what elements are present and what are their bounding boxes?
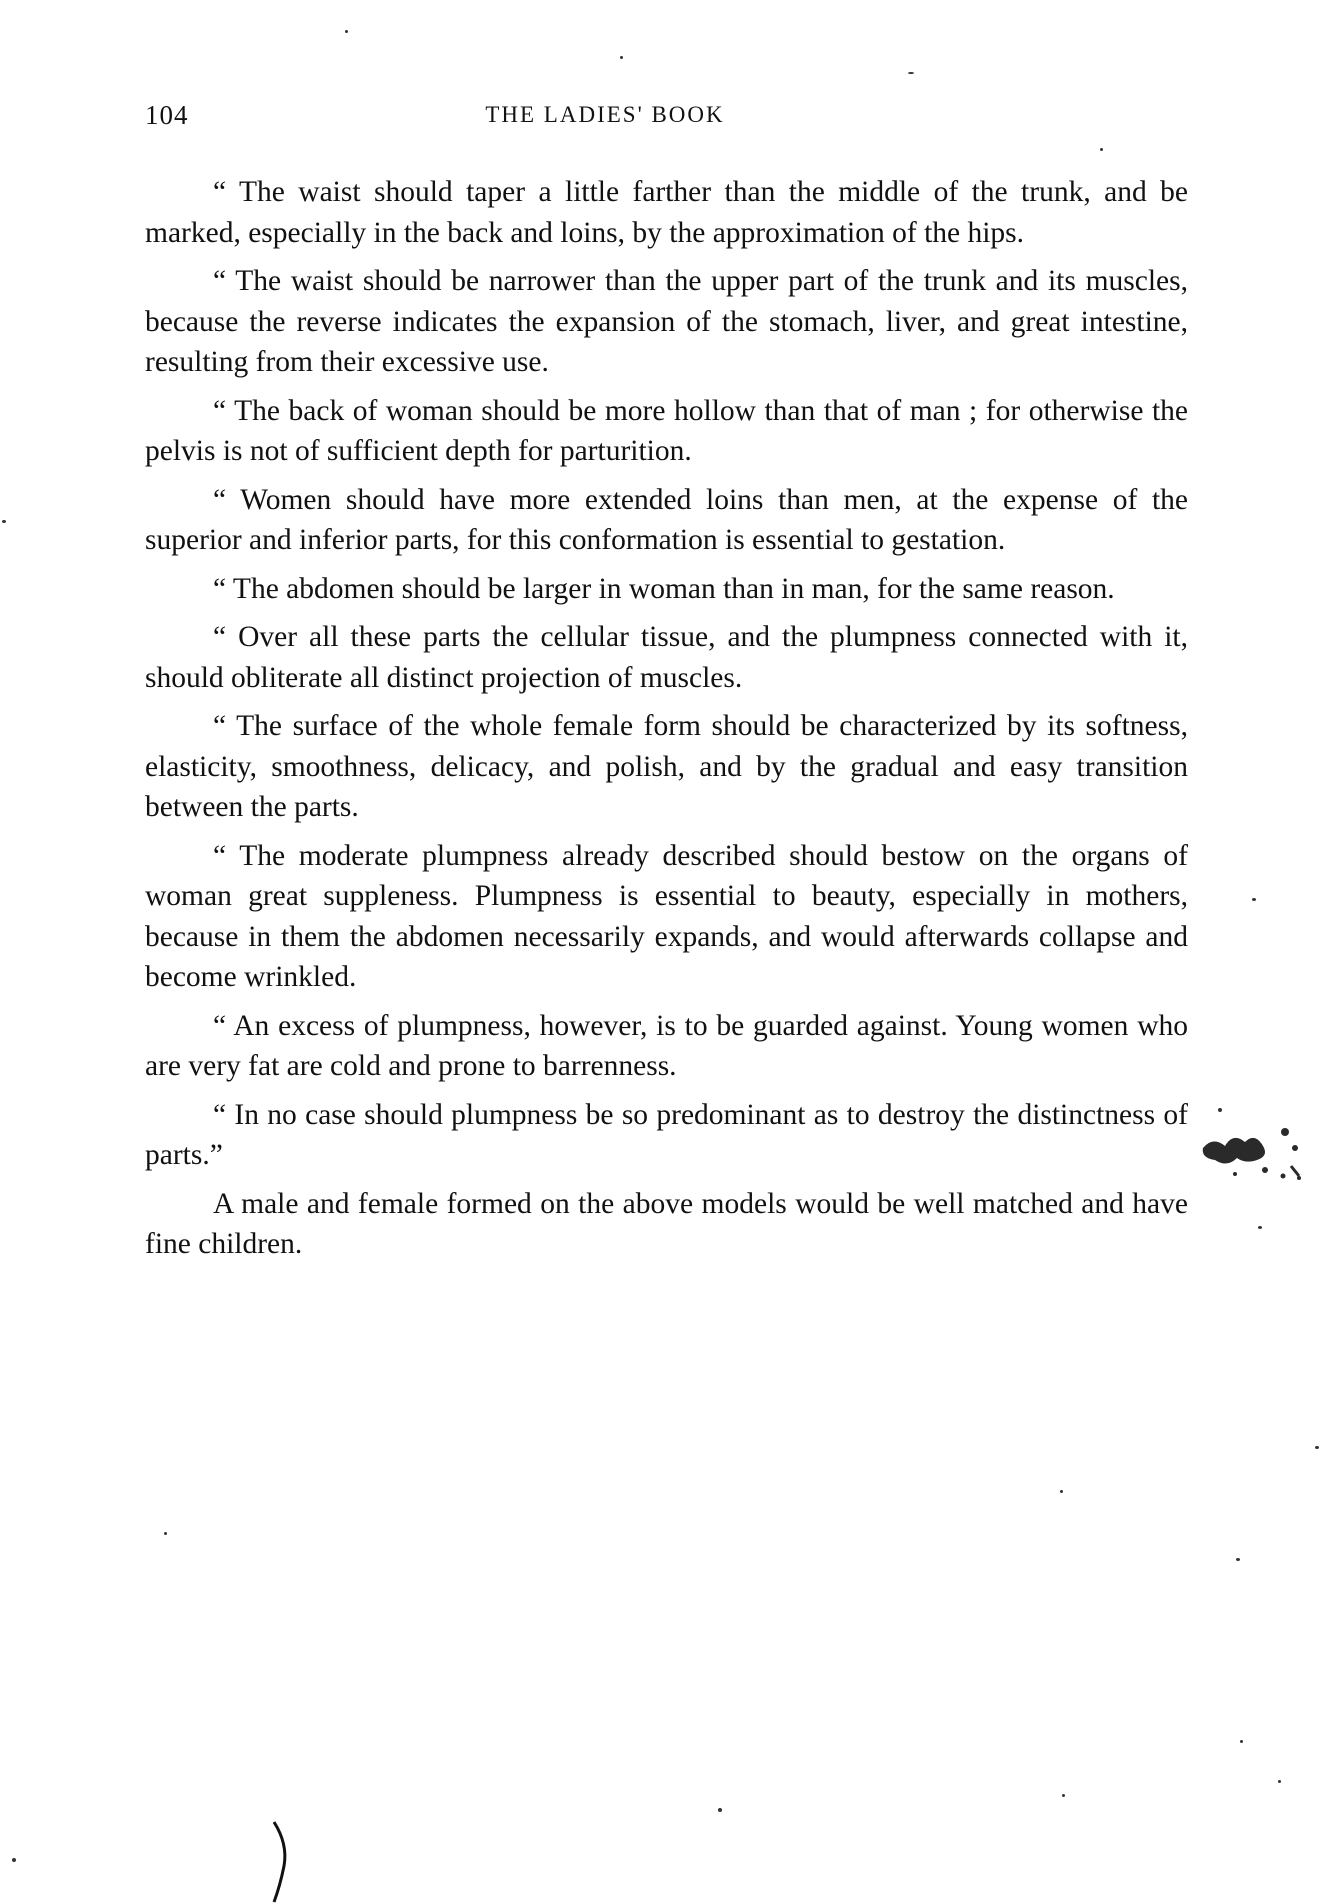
scan-speck	[620, 56, 623, 59]
scan-speck	[908, 72, 914, 74]
paragraph-excess-plumpness: “ An excess of plumpness, however, is to be guarded against. Young women who are very fat are cold and prone to barrenness.	[145, 1009, 1188, 1082]
scan-speck	[1100, 148, 1103, 151]
book-title: THE LADIES' BOOK	[485, 102, 725, 127]
scan-speck	[1252, 898, 1256, 901]
paragraph-abdomen: “ The abdomen should be larger in woman than in man, for the same reason.	[213, 572, 1115, 605]
scan-speck	[1062, 1794, 1065, 1797]
scan-speck	[1218, 1108, 1222, 1112]
scan-speck	[1236, 1558, 1240, 1561]
paragraph-waist-narrower: “ The waist should be narrower than the upper part of the trunk and its muscles, because the reverse indicates the expansion of the stomach, liver, and great intestine, resulting from their excessive use.	[145, 265, 1188, 378]
scan-speck	[1315, 1446, 1319, 1449]
body-text	[145, 172, 1188, 1273]
scan-speck	[345, 30, 348, 33]
scan-speck	[1060, 1490, 1063, 1493]
paragraph-surface: “ The surface of the whole female form should be characterized by its softness, elasticity, smoothness, delicacy, and polish, and by the gradual and easy transition between the parts.	[145, 710, 1188, 823]
margin-pen-stroke	[268, 1818, 298, 1904]
scan-speck	[2, 520, 6, 523]
scan-speck	[164, 1532, 167, 1535]
scan-speck	[12, 1858, 16, 1862]
paragraph-cellular-tissue: “ Over all these parts the cellular tissue, and the plumpness connected with it, should obliterate all distinct projection of muscles.	[145, 621, 1188, 694]
paragraph-moderate-plumpness: “ The moderate plumpness already described should bestow on the organs of woman great suppleness. Plumpness is essential to beauty, especially in mothers, because in them the abdomen necessarily expands, and would afterwards collapse and become wrinkled.	[145, 839, 1188, 993]
scan-speck	[1258, 1226, 1262, 1229]
paragraph-waist-taper: “ The waist should taper a little farther than the middle of the trunk, and be marked, especially in the back and loins, by the approximation of the hips.	[145, 176, 1188, 249]
scan-speck	[1240, 1740, 1243, 1743]
scan-speck	[1278, 1780, 1281, 1783]
scan-speck	[718, 1808, 722, 1812]
paragraph-extended-loins: “ Women should have more extended loins than men, at the expense of the superior and inferior parts, for this conformation is essential to gestation.	[145, 483, 1188, 556]
running-head	[145, 100, 1185, 136]
paragraph-back-hollow: “ The back of woman should be more hollow than that of man ; for otherwise the pelvis is not of sufficient depth for parturition.	[145, 394, 1188, 467]
ink-smudge	[1195, 1118, 1315, 1198]
paragraph-no-case: “ In no case should plumpness be so predominant as to destroy the distinctness of parts.”	[145, 1098, 1188, 1171]
page-number: 104	[145, 100, 189, 130]
paragraph-conclusion: A male and female formed on the above models would be well matched and have fine children.	[145, 1187, 1188, 1260]
